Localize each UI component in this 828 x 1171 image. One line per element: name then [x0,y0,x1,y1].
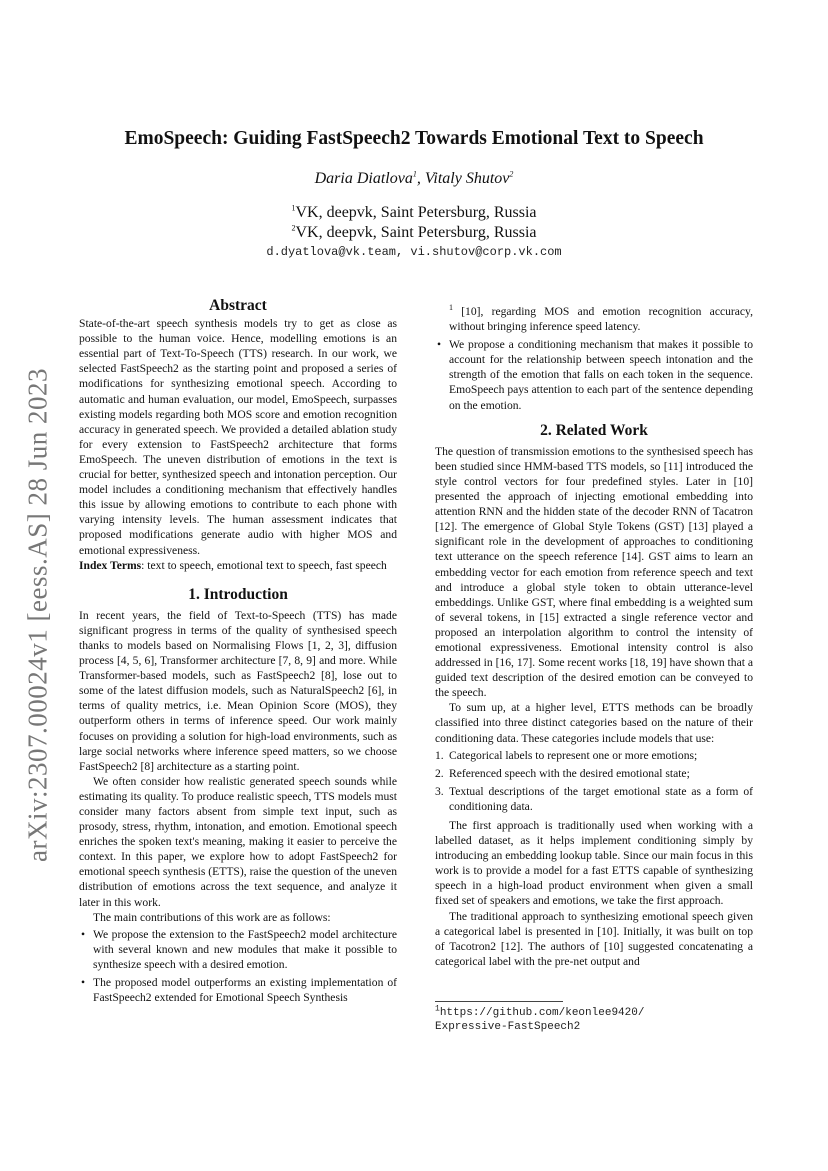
contribution-text: We propose the extension to the FastSpeech2 model architecture with several known and new modules that make it possible to synthesize speech with a desired emotion. [93,927,397,971]
contribution-item [79,975,397,1005]
affiliation-line [80,204,748,222]
arxiv-id-text: arXiv:2307.00024v1 [eess.AS] 28 Jun 2023 [22,368,53,862]
bullet-mark: • [437,338,442,352]
contribution-text: The proposed model outperforms an existing implementation of FastSpeech2 extended for Emotional Speech Synthesis [93,976,397,1005]
arxiv-side-label [18,355,58,875]
author-affiliation-mark: 2 [509,169,514,179]
right-column [435,302,753,969]
category-item [435,748,753,763]
affiliation-mark: 2 [291,223,296,233]
author-name: Daria Diatlova [314,170,413,187]
category-item [435,784,753,814]
contribution-text: [10], regarding MOS and emotion recognition accuracy, without bringing inference speed latency. [449,305,753,334]
footnote-number: 1 [435,1004,440,1014]
bullet-mark: • [81,927,86,941]
footnote-rule [435,1001,563,1002]
index-terms [79,558,397,573]
author-affiliation-mark: 1 [412,169,417,179]
author-line [80,170,748,188]
abstract-text: State-of-the-art speech synthesis models try to get as close as possible to the human voice. Hence, modelling emotions is an essential part of Text-To-Speech (TTS) research. In our work, we selected FastSpeech2 as the starting point and proposed a series of modifications for synthesizing emotional speech. According to automatic and human evaluation, our model, EmoSpeech, surpasses existing models regarding both MOS score and emotion recognition accuracy in generated speech. We provided a detailed ablation study for every extension to FastSpeech2 architecture that forms EmoSpeech. The uneven distribution of emotions in the text is crucial for better, synthesized speech and intonation perception. Our model includes a conditioning mechanism that effectively handles this issue by allowing emotions to contribute to each phone with varying intensity levels. The human assessment indicates that proposed modifications generate audio with higher MOS and emotional expressiveness. [79,317,397,557]
affiliation-text: VK, deepvk, Saint Petersburg, Russia [295,224,537,241]
footnote-link-continued[interactable]: Expressive-FastSpeech2 [435,1021,581,1033]
category-item [435,766,753,781]
intro-paragraph: We often consider how realistic generated speech sounds while estimating its quality. To produce realistic speech, TTS models must consider many factors absent from simple text input, such as prosody, stress, rhythm, intonation, and emotion. Emotional speech enriches the spoken text's meaning, making it easier to perceive the context. In this paper, we explore how to adopt FastSpeech2 for emotional speech synthesis (ETTS), raise the question of the uneven distribution of emotions across the text sequence, and analyze it later in this work. [79,774,397,909]
list-number: 1. [435,748,444,762]
category-text: Referenced speech with the desired emotional state; [449,766,690,780]
related-work-heading: 2. Related Work [540,421,648,439]
introduction-heading: 1. Introduction [188,585,288,603]
related-paragraph: To sum up, at a higher level, ETTS methods can be broadly classified into three distinct categories based on the nature of their conditioning data. These categories include models that use: [435,701,753,745]
contribution-item-continued [435,304,753,334]
contributions-list-continued [435,304,753,413]
index-terms-label: Index Terms [79,558,142,572]
left-column [79,298,397,1008]
paper-title: EmoSpeech: Guiding FastSpeech2 Towards Emotional Text to Speech [124,128,704,149]
related-paragraph: The first approach is traditionally used when working with a labelled dataset, as it helps implement conditioning simply by introducing an embedding lookup table. Since our main focus in this work is to provide a model for a fast ETTS capable of synthesizing speech in a high-load product environment when given a small fixed set of speakers and emotions, we take the first approach. [435,819,753,908]
author-separator: , [416,170,425,187]
affiliation-text: VK, deepvk, Saint Petersburg, Russia [295,204,537,221]
author-name: Vitaly Shutov [424,170,510,187]
list-number: 2. [435,766,444,780]
abstract-heading: Abstract [209,297,267,314]
footnote [435,1001,753,1034]
intro-paragraph: The main contributions of this work are as follows: [93,910,331,924]
affiliation-mark: 1 [291,203,296,213]
footnote-mark: 1 [449,303,453,313]
category-text: Textual descriptions of the target emotional state as a form of conditioning data. [449,784,753,813]
affiliation-line [80,224,748,242]
author-emails: d.dyatlova@vk.team, vi.shutov@corp.vk.com [266,245,562,259]
contribution-text: We propose a conditioning mechanism that makes it possible to account for the relationship between speech intonation and the strength of the emotion that falls on each token in the sequence. EmoSpeech pays attention to each part of the sentence depending on the emotion. [449,338,753,412]
footnote-link[interactable]: https://github.com/keonlee9420/ [439,1007,645,1019]
bullet-mark: • [81,976,86,990]
related-paragraph: The question of transmission emotions to the synthesised speech has been studied since HMM-based TTS models, so [11] introduced the style control vectors for four predefined styles. Later in [10] presented the approach of injecting emotional embedding into attention RNN and the hidden state of the decoder RNN of Tacatron [12]. The emergence of Global Style Tokens (GST) [13] played a significant role in the development of approaches to conditioning text utterance on the speech reference [14]. GST aims to learn an embedding vector for each emotion from reference speech and text and introduce a global style token to obtain utterance-level embeddings. Unlike GST, where final embedding is a weighted sum of several tokens, in [15] extracted a single reference vector and proposed an interpolation algorithm to control the intensity of emotional expressiveness. Emotional intensity control is also addressed in [16, 17]. Some recent works [18, 19] have shown that a guided text description of the desired emotion can be conveyed to the speech. [435,444,753,700]
list-number: 3. [435,784,444,798]
footnote-text [435,1006,753,1034]
contribution-item [435,337,753,412]
categories-list [435,748,753,814]
category-text: Categorical labels to represent one or more emotions; [449,748,698,762]
intro-paragraph: In recent years, the field of Text-to-Speech (TTS) has made significant progress in terms of the quality of synthesised speech thanks to models based on Normalising Flows [1, 2, 3], diffusion process [4, 5, 6], Transformer architecture [7, 8, 9] and more. While Transformer-based models, such as FastSpeech2 [8], lose out to some of the latest diffusion models, such as NaturalSpeech2 [6], in terms of quality metrics, i.e. Mean Opinion Score (MOS), they outperform others in terms of inference speed. Our work mainly focuses on providing a solution for high-load environments, such as large social networks where inference speed matters, so we choose FastSpeech2 [8] architecture as a starting point. [79,608,397,773]
related-paragraph: The traditional approach to synthesizing emotional speech given a categorical label is presented in [10]. Initially, it was built on top of Tacotron2 [12]. The authors of [10] suggested concatenating a categorical label with the pre-net output and [435,909,753,968]
contribution-item [79,927,397,972]
index-terms-text: : text to speech, emotional text to speech, fast speech [141,558,387,572]
contributions-list [79,927,397,1005]
